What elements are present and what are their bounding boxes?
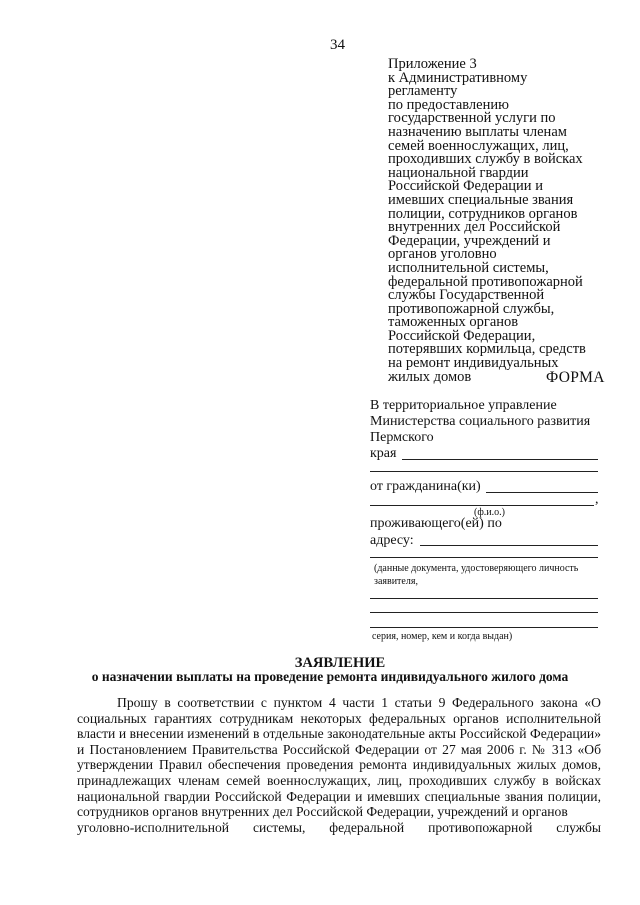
appendix-line: Российской Федерации,	[388, 327, 536, 344]
document-underline-2	[370, 612, 598, 613]
region-underline	[402, 459, 598, 460]
appendix-line: потерявших кормильца, средств	[388, 341, 586, 358]
appendix-line: проходивших службу в войсках	[388, 151, 583, 168]
appendix-line: Российской Федерации и	[388, 178, 543, 195]
body-tail-word: уголовно-исполнительной	[77, 819, 230, 835]
appendix-line: Федерации, учреждений и	[388, 232, 551, 249]
appendix-line: таможенных органов	[388, 314, 519, 331]
appendix-line: регламенту	[388, 83, 458, 100]
document-hint-2: заявителя,	[374, 576, 418, 587]
appendix-line: имевших специальные звания	[388, 191, 574, 208]
body-paragraph: Прошу в соответствии с пунктом 4 части 1 статьи 9 Федерального закона «О социальных гарантиях сотрудникам некоторых федеральных органов исполнительной власти и внесении изменений в отдельные законодательные акты Российской Федерации» и Постановлением Правительства Российской Федерации от 27 мая 2006 г. № 313 «Об утверждении Правил обеспечения проведения ремонта индивидуальных жилых домов, принадлежащих членам семей военнослужащих, лиц, проходивших службу в войсках национальной гвардии Российской Федерации и имевших специальные звания полиции, сотрудников органов внутренних дел Российской Федерации, учреждений и органов	[77, 695, 601, 820]
appendix-line: исполнительной системы,	[388, 259, 549, 276]
address-underline	[420, 545, 598, 546]
appendix-line: федеральной противопожарной	[388, 273, 583, 290]
addressee-line-4: края	[370, 446, 397, 461]
appendix-header	[388, 58, 618, 384]
appendix-line: Приложение 3	[388, 56, 477, 72]
statement-body	[77, 695, 601, 835]
residing-label: проживающего(ей) по	[370, 516, 502, 531]
form-label: ФОРМА	[546, 369, 605, 386]
body-tail-word: федеральной	[329, 819, 405, 835]
appendix-line: внутренних дел Российской	[388, 219, 561, 236]
appendix-line: на ремонт индивидуальных	[388, 355, 559, 372]
body-tail-row	[77, 820, 601, 836]
fio-comma: ,	[595, 492, 599, 507]
appendix-line: семей военнослужащих, лиц,	[388, 137, 569, 154]
appendix-line: противопожарной службы,	[388, 300, 555, 317]
addressee-line-3: Пермского	[370, 430, 434, 445]
from-label: от гражданина(ки)	[370, 479, 481, 494]
document-hint-3: серия, номер, кем и когда выдан)	[372, 631, 513, 642]
fio-underline	[370, 505, 594, 506]
from-underline	[486, 492, 598, 493]
appendix-line: национальной гвардии	[388, 164, 529, 181]
appendix-line: полиции, сотрудников органов	[388, 205, 578, 222]
body-tail-word: службы	[556, 819, 601, 835]
address-label: адресу:	[370, 533, 414, 548]
appendix-line: государственной услуги по	[388, 110, 556, 127]
appendix-line: к Административному	[388, 69, 528, 86]
addressee-line-2: Министерства социального развития	[370, 414, 591, 429]
address-underline-2	[370, 557, 598, 558]
page-number: 34	[330, 37, 345, 53]
appendix-line: назначению выплаты членам	[388, 123, 567, 140]
appendix-line: жилых домов	[388, 368, 472, 385]
statement-subtitle: о назначении выплаты на проведение ремонта индивидуального жилого дома	[91, 669, 569, 684]
document-underline-1	[370, 598, 598, 599]
addressee-line-1: В территориальное управление	[370, 398, 557, 413]
statement-title: ЗАЯВЛЕНИЕ	[294, 655, 386, 671]
fio-hint: (ф.и.о.)	[474, 507, 505, 518]
document-hint-1: (данные документа, удостоверяющего личность	[374, 563, 579, 574]
body-tail-word: системы,	[252, 819, 306, 835]
body-tail-word: противопожарной	[428, 819, 533, 835]
document-underline-3	[370, 627, 598, 628]
appendix-line: по предоставлению	[388, 96, 509, 113]
blank-line	[370, 471, 598, 472]
appendix-line: службы Государственной	[388, 287, 545, 304]
appendix-line: органов уголовно	[388, 246, 497, 263]
